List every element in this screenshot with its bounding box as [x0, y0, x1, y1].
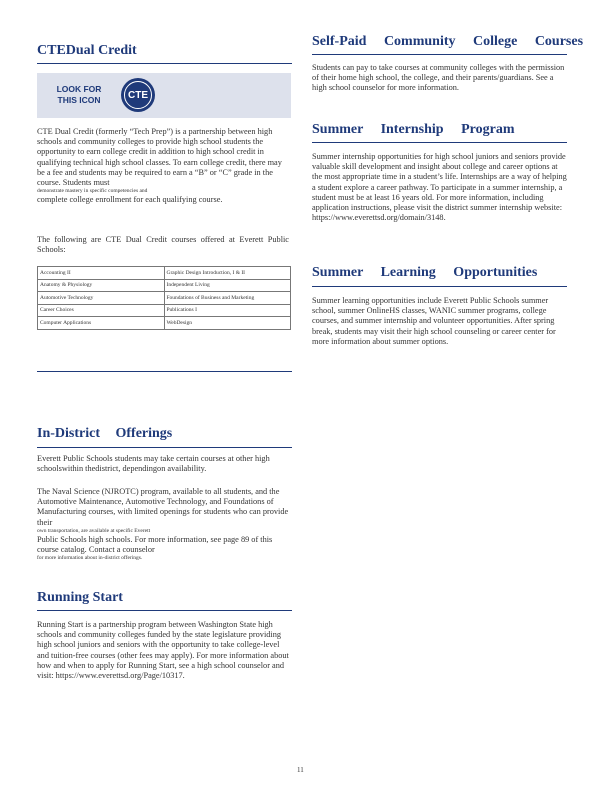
cte-paragraph-end: complete college enrollment for each qualifying course. — [37, 195, 223, 205]
course-row — [38, 317, 291, 330]
in-district-paragraph-1: Everett Public Schools students may take certain courses at other high schoolswithin thedistrict, dependingon availability. — [37, 454, 270, 474]
divider — [312, 142, 567, 143]
divider — [37, 610, 292, 611]
summer-internship-paragraph: Summer internship opportunities for high school juniors and seniors provide valuable skill development and insight about college and career options at the most appropriate time in a student’s life. Internships are a way of helping a student explore a career pathway. To participate in a summer internship, a student must be at least 16 years old. For more information, including application instructions, please visit the district summer internship website: https://www.everettsd.org/domain/3148. — [312, 152, 567, 223]
summer-learning-heading: Summer Learning Opportunities — [312, 265, 538, 280]
course-cell: WebDesign — [164, 317, 291, 330]
page-number: 11 — [297, 766, 304, 774]
course-row — [38, 267, 291, 280]
running-start-paragraph: Running Start is a partnership program between Washington State high schools and community colleges funded by the state legislature providing high school juniors and seniors with the opportunity to take college-level and tuition-free courses (other fees may apply). For more information about how and when to apply for Running Start, see a high school counselor and visit: https://www.everettsd.org/Page/10317. — [37, 620, 289, 681]
course-cell: Graphic Design Introduction, I & II — [164, 267, 291, 280]
course-cell: Accounting II — [38, 267, 165, 280]
divider — [312, 286, 567, 287]
course-row — [38, 304, 291, 317]
cte-icon-callout — [37, 73, 291, 118]
in-district-small-line-1: own transportation, are available at specific Everett — [37, 527, 151, 534]
divider — [37, 63, 292, 64]
course-cell: Computer Applications — [38, 317, 165, 330]
course-cell: Publications I — [164, 304, 291, 317]
cte-courses-table — [37, 266, 291, 330]
cte-courses-intro: The following are CTE Dual Credit courses offered at Everett Public Schools: — [37, 235, 289, 255]
course-row — [38, 292, 291, 305]
course-cell: Independent Living — [164, 279, 291, 292]
in-district-paragraph-2b: Public Schools high schools. For more information, see page 89 of this course catalog. Contact a counselor — [37, 534, 273, 555]
divider — [37, 371, 292, 372]
self-paid-paragraph: Students can pay to take courses at community colleges with the permission of their home high school, the college, and their parents/guardians. See a high school counselor for more information. — [312, 63, 565, 93]
look-for-label: LOOK FOR THIS ICON — [56, 84, 102, 105]
summer-learning-paragraph: Summer learning opportunities include Everett Public Schools summer school, summer OnlineHS classes, WANIC summer programs, college courses, and summer internship and volunteer opportunities. After spring break, students may visit their high school counseling or career center for more information about summer options. — [312, 296, 556, 346]
cte-small-line: demonstrate mastery in specific competencies and — [37, 188, 148, 195]
in-district-paragraph-2: The Naval Science (NJROTC) program, available to all students, and the Automotive Maintenance, Automotive Technology, and Foundations of Manufacturing courses, with limited openings for students who can provide their own transportation, are available at specific Everett Public Schools high schools. For more information, see page 89 of this course catalog. Contact a counselor for more information about in-district offerings. — [37, 487, 292, 562]
course-row — [38, 279, 291, 292]
cte-badge-text: CTE — [128, 89, 148, 101]
course-cell: Automotive Technology — [38, 292, 165, 305]
cte-dual-credit-heading: CTEDual Credit — [37, 43, 137, 58]
in-district-heading: In-District Offerings — [37, 426, 173, 441]
in-district-small-line-2: for more information about in-district offerings. — [37, 555, 143, 562]
self-paid-heading: Self-Paid Community College Courses — [312, 34, 584, 49]
cte-badge-icon — [121, 78, 155, 112]
course-cell: Foundations of Business and Marketing — [164, 292, 291, 305]
course-cell: Anatomy & Physiology — [38, 279, 165, 292]
course-cell: Career Choices — [38, 304, 165, 317]
summer-internship-heading: Summer Internship Program — [312, 122, 515, 137]
divider — [37, 447, 292, 448]
divider — [312, 54, 567, 55]
cte-paragraph: CTE Dual Credit (formerly “Tech Prep”) is a partnership between high schools and community colleges to provide high school students the opportunity to earn college credit in addition to high school credit in qualifying technical high school classes. To earn college credit, there may be a fee and students may be required to earn a “B” or “C” grade in the course. Students must demonstrate mastery in specific competencies and complete college enrollment for each qualifying course. — [37, 127, 289, 205]
running-start-heading: Running Start — [37, 590, 123, 605]
